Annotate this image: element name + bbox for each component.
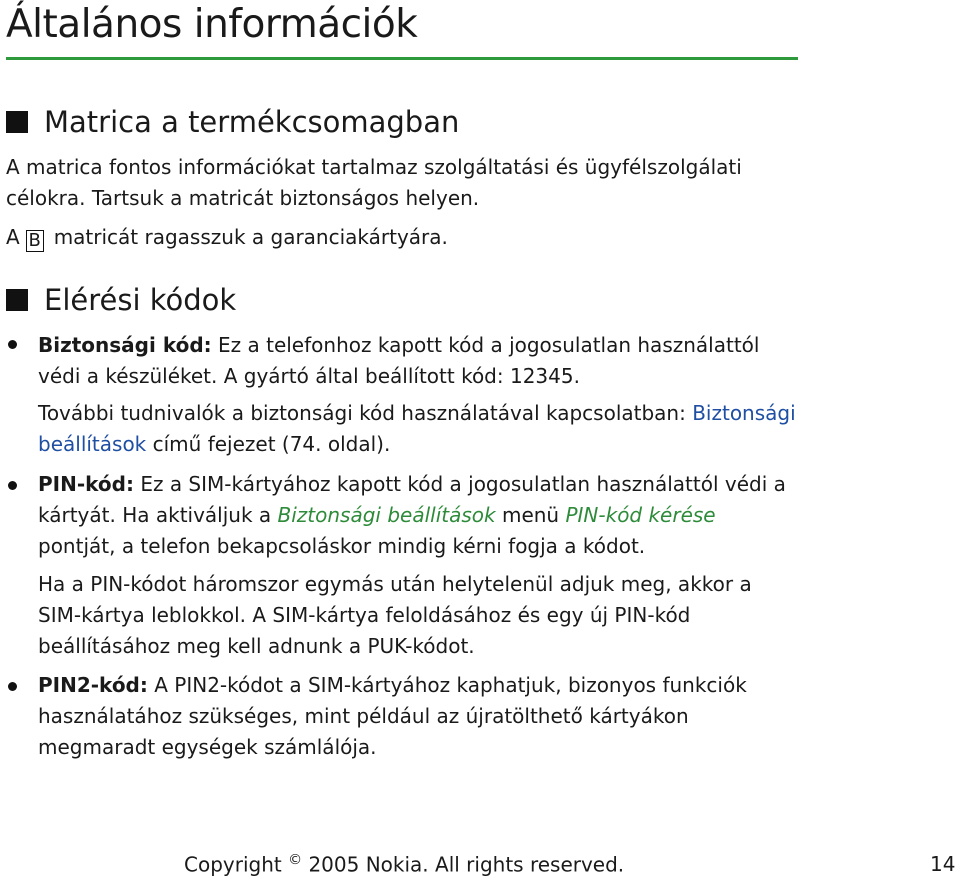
pin-code-text-b: menü bbox=[495, 503, 566, 527]
list-item-security-code bbox=[38, 330, 798, 392]
copyright-symbol: © bbox=[288, 852, 303, 868]
title-divider bbox=[6, 57, 798, 60]
copyright-prefix: Copyright bbox=[184, 852, 282, 877]
pin-code-extra: Ha a PIN-kódot háromszor egymás után helytelenül adjuk meg, akkor a SIM-kártya leblokkol. A SIM-kártya feloldásához és egy új PIN-kód beállításához meg kell adnunk a PUK-kódot. bbox=[38, 572, 752, 658]
section-heading-text: Elérési kódok bbox=[44, 283, 237, 317]
list-item-pin-code bbox=[38, 469, 798, 562]
section-heading-text: Matrica a termékcsomagban bbox=[44, 105, 460, 139]
page-number: 14 bbox=[930, 852, 956, 876]
security-code-extra bbox=[38, 398, 798, 460]
term-pin-code: PIN-kód: bbox=[38, 472, 134, 496]
pin2-code-text: A PIN2-kódot a SIM-kártyához kaphatjuk, bizonyos funkciók használatához szükséges, mint például az újratölthető kártyákon megmaradt egységek számlálója. bbox=[38, 673, 747, 759]
term-security-code: Biztonsági kód: bbox=[38, 333, 212, 357]
menu-security-settings: Biztonsági beállítások bbox=[277, 503, 496, 527]
security-settings-link[interactable]: Biztonsági beállítások bbox=[38, 401, 796, 456]
section-heading-elerasi-kodok bbox=[6, 283, 236, 317]
security-code-extra-prefix: További tudnivalók a biztonsági kód használatával kapcsolatban: bbox=[38, 401, 693, 425]
copyright-suffix: 2005 Nokia. All rights reserved. bbox=[308, 852, 625, 877]
list-bullet-icon bbox=[8, 682, 17, 691]
matrica-paragraph: A matrica fontos információkat tartalmaz szolgáltatási és ügyfélszolgálati célokra. Tartsuk a matricát biztonságos helyen. bbox=[6, 155, 742, 210]
section-heading-matrica bbox=[6, 105, 459, 139]
pin-code-text-a: Ez a SIM-kártyához kapott kód a jogosulatlan használattól védi a kártyát. Ha aktiváljuk a bbox=[38, 472, 786, 527]
matrica-note bbox=[6, 222, 796, 253]
term-pin2-code: PIN2-kód: bbox=[38, 673, 148, 697]
list-bullet-icon bbox=[8, 481, 17, 490]
matrica-note-prefix: A bbox=[6, 225, 20, 249]
list-bullet-icon bbox=[8, 340, 17, 349]
square-bullet-icon bbox=[6, 111, 28, 133]
pin-code-text-c: pontját, a telefon bekapcsoláskor mindig kérni fogja a kódot. bbox=[38, 534, 646, 558]
menu-pin-request: PIN-kód kérése bbox=[565, 503, 716, 527]
security-code-extra-suffix: című fejezet (74. oldal). bbox=[146, 432, 391, 456]
square-bullet-icon bbox=[6, 289, 28, 311]
page-title: Általános információk bbox=[6, 2, 418, 47]
list-item-pin2-code bbox=[38, 670, 798, 763]
matrica-note-suffix: matricát ragasszuk a garanciakártyára. bbox=[53, 225, 448, 249]
security-code-text: Ez a telefonhoz kapott kód a jogosulatlan használattól védi a készüléket. A gyártó által beállított kód: 12345. bbox=[38, 333, 760, 388]
b-label-box-icon: B bbox=[26, 230, 44, 252]
copyright-footer bbox=[184, 852, 624, 877]
